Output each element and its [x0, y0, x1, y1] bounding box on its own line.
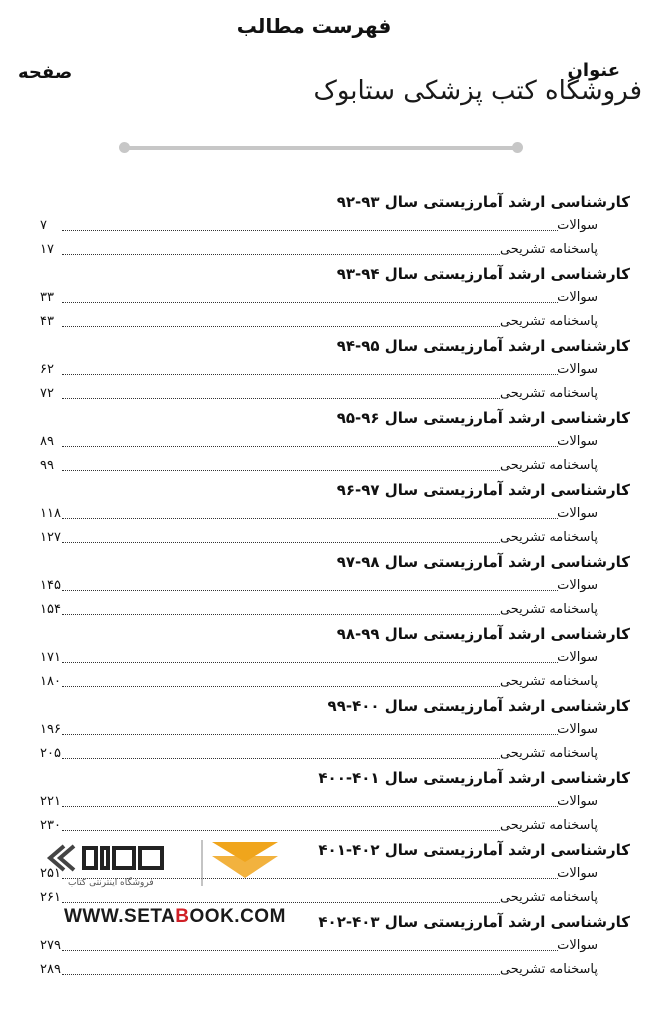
entry-label: سوالات — [557, 794, 598, 809]
entry-page-number: ۲۷۹ — [40, 938, 61, 953]
entry-label: پاسخنامه تشریحی — [499, 314, 598, 329]
title-column-header: عنوان — [567, 60, 620, 81]
entry-label: سوالات — [557, 290, 598, 305]
dot-leader — [62, 326, 500, 327]
section-heading: کارشناسی ارشد آمارزیستی سال ۴۰۳-۴۰۲ — [318, 913, 630, 931]
toc-section — [40, 334, 630, 406]
entry-page-number: ۷ — [40, 218, 47, 233]
entry-label: سوالات — [557, 938, 598, 953]
toc-entry-questions — [40, 502, 630, 526]
section-heading: کارشناسی ارشد آمارزیستی سال ۴۰۱-۴۰۰ — [318, 769, 630, 787]
dot-leader — [62, 398, 500, 399]
entry-label: سوالات — [557, 866, 598, 881]
toc-entry-answers — [40, 382, 630, 406]
toc-entry-answers — [40, 310, 630, 334]
entry-label: پاسخنامه تشریحی — [499, 746, 598, 761]
entry-label: پاسخنامه تشریحی — [499, 242, 598, 257]
entry-label: سوالات — [557, 650, 598, 665]
entry-page-number: ۲۶۱ — [40, 890, 61, 905]
header-divider — [124, 146, 518, 150]
toc-entry-answers — [40, 238, 630, 262]
toc-entry-answers — [40, 670, 630, 694]
toc-entry-questions — [40, 286, 630, 310]
dot-leader — [62, 470, 500, 471]
entry-page-number: ۱۷۱ — [40, 650, 61, 665]
toc-entry-answers — [40, 454, 630, 478]
toc-entry-answers — [40, 814, 630, 838]
toc-entry-answers — [40, 526, 630, 550]
entry-page-number: ۱۵۴ — [40, 602, 61, 617]
section-heading: کارشناسی ارشد آمارزیستی سال ۹۶-۹۵ — [336, 409, 630, 427]
dot-leader — [62, 230, 558, 231]
entry-page-number: ۱۴۵ — [40, 578, 61, 593]
entry-page-number: ۲۵۱ — [40, 866, 61, 881]
toc-entry-questions — [40, 934, 630, 958]
page-column-header: صفحه — [18, 62, 73, 83]
entry-label: پاسخنامه تشریحی — [499, 602, 598, 617]
entry-page-number: ۲۲۱ — [40, 794, 61, 809]
toc-entry-answers — [40, 742, 630, 766]
dot-leader — [62, 806, 558, 807]
entry-page-number: ۱۱۸ — [40, 506, 61, 521]
entry-page-number: ۲۳۰ — [40, 818, 61, 833]
dot-leader — [62, 758, 500, 759]
dot-leader — [62, 254, 500, 255]
dot-leader — [62, 590, 558, 591]
toc-entry-answers — [40, 598, 630, 622]
entry-label: سوالات — [557, 578, 598, 593]
dot-leader — [62, 662, 558, 663]
entry-page-number: ۱۲۷ — [40, 530, 61, 545]
section-heading: کارشناسی ارشد آمارزیستی سال ۹۷-۹۶ — [336, 481, 630, 499]
toc-entry-questions — [40, 214, 630, 238]
toc-section — [40, 406, 630, 478]
dot-leader — [62, 686, 500, 687]
entry-page-number: ۱۹۶ — [40, 722, 61, 737]
section-heading: کارشناسی ارشد آمارزیستی سال ۹۴-۹۳ — [336, 265, 630, 283]
dot-leader — [62, 950, 558, 951]
toc-entry-questions — [40, 718, 630, 742]
entry-label: سوالات — [557, 434, 598, 449]
toc-entry-questions — [40, 358, 630, 382]
toc-entry-questions — [40, 574, 630, 598]
setabook-watermark — [40, 836, 290, 936]
section-heading: کارشناسی ارشد آمارزیستی سال ۴۰۰-۹۹ — [327, 697, 630, 715]
dot-leader — [62, 974, 500, 975]
entry-label: سوالات — [557, 362, 598, 377]
toc-entry-questions — [40, 430, 630, 454]
section-heading: کارشناسی ارشد آمارزیستی سال ۹۵-۹۴ — [336, 337, 630, 355]
dot-leader — [62, 542, 500, 543]
entry-label: سوالات — [557, 218, 598, 233]
url-part-2: OOK.COM — [189, 906, 286, 927]
entry-page-number: ۷۲ — [40, 386, 54, 401]
toc-section — [40, 478, 630, 550]
entry-page-number: ۲۸۹ — [40, 962, 61, 977]
entry-page-number: ۱۸۰ — [40, 674, 61, 689]
entry-page-number: ۴۳ — [40, 314, 54, 329]
dot-leader — [62, 302, 558, 303]
entry-page-number: ۹۹ — [40, 458, 54, 473]
entry-label: سوالات — [557, 506, 598, 521]
entry-label: پاسخنامه تشریحی — [499, 674, 598, 689]
entry-label: پاسخنامه تشریحی — [499, 818, 598, 833]
entry-page-number: ۲۰۵ — [40, 746, 61, 761]
entry-label: پاسخنامه تشریحی — [499, 890, 598, 905]
url-part-red: B — [175, 906, 190, 927]
section-heading: کارشناسی ارشد آمارزیستی سال ۴۰۲-۴۰۱ — [318, 841, 630, 859]
entry-label: پاسخنامه تشریحی — [499, 386, 598, 401]
dot-leader — [62, 734, 558, 735]
entry-label: سوالات — [557, 722, 598, 737]
toc-entry-questions — [40, 790, 630, 814]
dot-leader — [62, 830, 500, 831]
entry-label: پاسخنامه تشریحی — [499, 458, 598, 473]
url-part-1: WWW.SETA — [64, 906, 176, 927]
dot-leader — [62, 518, 558, 519]
entry-label: پاسخنامه تشریحی — [499, 962, 598, 977]
toc-entry-answers — [40, 958, 630, 982]
section-heading: کارشناسی ارشد آمارزیستی سال ۹۹-۹۸ — [336, 625, 630, 643]
dot-leader — [62, 614, 500, 615]
watermark-subtitle: فروشگاه اینترنتی کتاب — [68, 878, 154, 888]
toc-section — [40, 262, 630, 334]
entry-label: پاسخنامه تشریحی — [499, 530, 598, 545]
toc-section — [40, 766, 630, 838]
toc-section — [40, 190, 630, 262]
toc-section — [40, 694, 630, 766]
toc-section — [40, 622, 630, 694]
toc-section — [40, 550, 630, 622]
entry-page-number: ۸۹ — [40, 434, 54, 449]
section-heading: کارشناسی ارشد آمارزیستی سال ۹۸-۹۷ — [336, 553, 630, 571]
dot-leader — [62, 446, 558, 447]
setabook-logo-icon — [40, 836, 290, 898]
dot-leader — [62, 374, 558, 375]
page-title: فهرست مطالب — [236, 14, 392, 38]
watermark-url — [64, 906, 286, 928]
entry-page-number: ۱۷ — [40, 242, 54, 257]
section-heading: کارشناسی ارشد آمارزیستی سال ۹۳-۹۲ — [336, 193, 630, 211]
entry-page-number: ۳۳ — [40, 290, 54, 305]
entry-page-number: ۶۲ — [40, 362, 54, 377]
shop-watermark-text: فروشگاه کتب پزشکی ستابوک — [313, 76, 642, 106]
toc-entry-questions — [40, 646, 630, 670]
